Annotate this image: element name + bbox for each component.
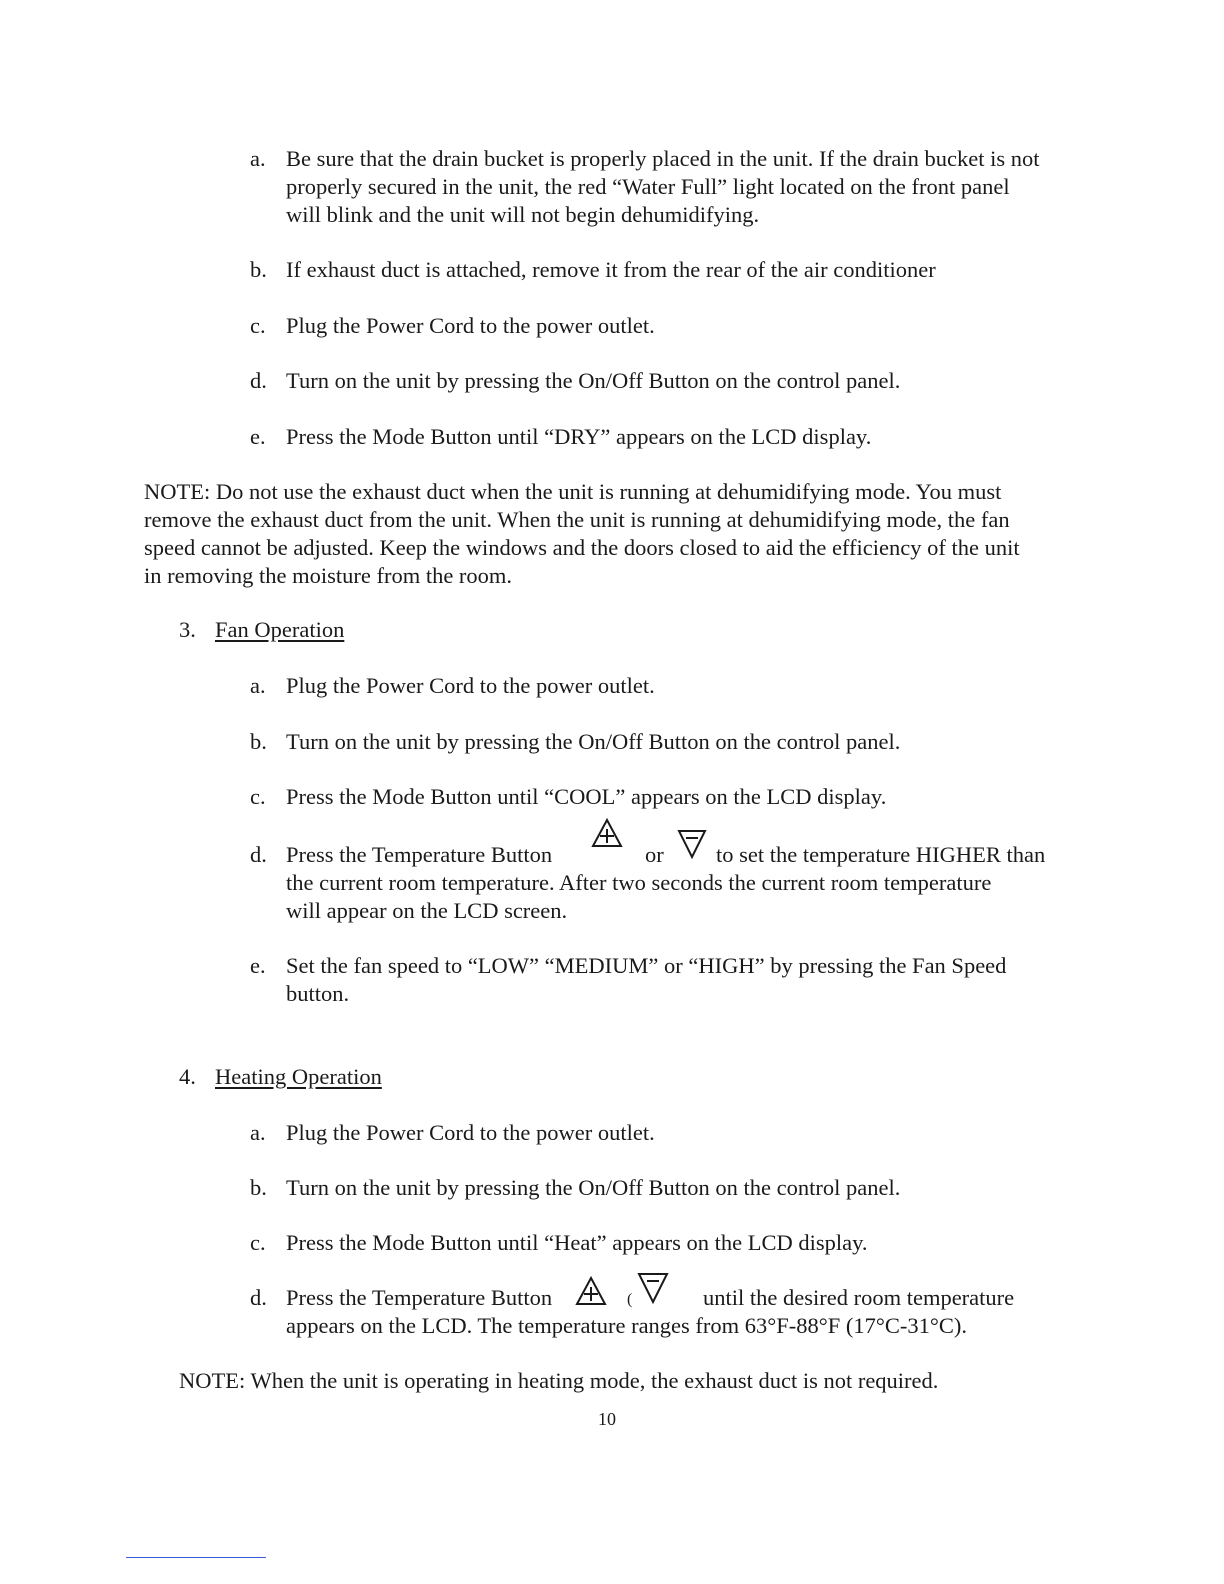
item-text: Turn on the unit by pressing the On/Off Button on the control panel.: [286, 368, 901, 393]
or-text: (: [627, 1291, 633, 1308]
item-label: b.: [250, 729, 267, 754]
item-text: will appear on the LCD screen.: [286, 898, 568, 923]
item-label: a.: [250, 1120, 266, 1145]
item-label: b.: [250, 257, 267, 282]
item-text: Press the Mode Button until “Heat” appears on the LCD display.: [286, 1230, 868, 1255]
item-text: Press the Mode Button until “DRY” appears on the LCD display.: [286, 424, 872, 449]
note-text: NOTE: Do not use the exhaust duct when the unit is running at dehumidifying mode. You must: [144, 479, 1002, 504]
temperature-down-icon: [677, 829, 707, 864]
item-text: Plug the Power Cord to the power outlet.: [286, 1120, 655, 1145]
item-label: c.: [250, 784, 266, 809]
item-text: properly secured in the unit, the red “Water Full” light located on the front panel: [286, 174, 1010, 199]
temperature-down-icon: [637, 1272, 669, 1309]
item-label: d.: [250, 368, 267, 393]
item-label: e.: [250, 953, 266, 978]
item-label: d.: [250, 842, 267, 867]
item-text: until the desired room temperature: [703, 1285, 1015, 1310]
item-label: a.: [250, 673, 266, 698]
item-label: c.: [250, 1230, 266, 1255]
item-text: appears on the LCD. The temperature ranges from 63°F-88°F (17°C-31°C).: [286, 1313, 968, 1338]
item-label: e.: [250, 424, 266, 449]
item-text: Turn on the unit by pressing the On/Off Button on the control panel.: [286, 1175, 901, 1200]
temperature-up-icon: [591, 818, 623, 855]
item-text: Press the Mode Button until “COOL” appears on the LCD display.: [286, 784, 887, 809]
page-number: 10: [598, 1409, 616, 1429]
item-text: Turn on the unit by pressing the On/Off Button on the control panel.: [286, 729, 901, 754]
item-text: will blink and the unit will not begin dehumidifying.: [286, 202, 760, 227]
or-text: or: [645, 842, 664, 867]
item-label: b.: [250, 1175, 267, 1200]
item-label: c.: [250, 313, 266, 338]
item-text: If exhaust duct is attached, remove it from the rear of the air conditioner: [286, 257, 936, 282]
note-text: remove the exhaust duct from the unit. When the unit is running at dehumidifying mode, the fan: [144, 507, 1010, 532]
note-text: NOTE: When the unit is operating in heating mode, the exhaust duct is not required.: [179, 1368, 939, 1393]
item-text: button.: [286, 981, 350, 1006]
section-title: Heating Operation: [215, 1064, 382, 1089]
item-text: Press the Temperature Button: [286, 1285, 553, 1310]
note-text: in removing the moisture from the room.: [144, 563, 513, 588]
item-text: Plug the Power Cord to the power outlet.: [286, 673, 655, 698]
item-label: a.: [250, 146, 266, 171]
section-title: Fan Operation: [215, 617, 345, 642]
section-number: 3.: [179, 617, 196, 642]
item-text: Be sure that the drain bucket is properly placed in the unit. If the drain bucket is not: [286, 146, 1040, 171]
item-text: to set the temperature HIGHER than: [716, 842, 1046, 867]
note-text: speed cannot be adjusted. Keep the windows and the doors closed to aid the efficiency of the unit: [144, 535, 1020, 560]
footer-divider: [126, 1557, 266, 1558]
temperature-up-icon: [575, 1276, 607, 1313]
item-text: Plug the Power Cord to the power outlet.: [286, 313, 655, 338]
section-number: 4.: [179, 1064, 196, 1089]
item-text: Press the Temperature Button: [286, 842, 553, 867]
item-text: Set the fan speed to “LOW” “MEDIUM” or “HIGH” by pressing the Fan Speed: [286, 953, 1007, 978]
item-label: d.: [250, 1285, 267, 1310]
item-text: the current room temperature. After two seconds the current room temperature: [286, 870, 992, 895]
